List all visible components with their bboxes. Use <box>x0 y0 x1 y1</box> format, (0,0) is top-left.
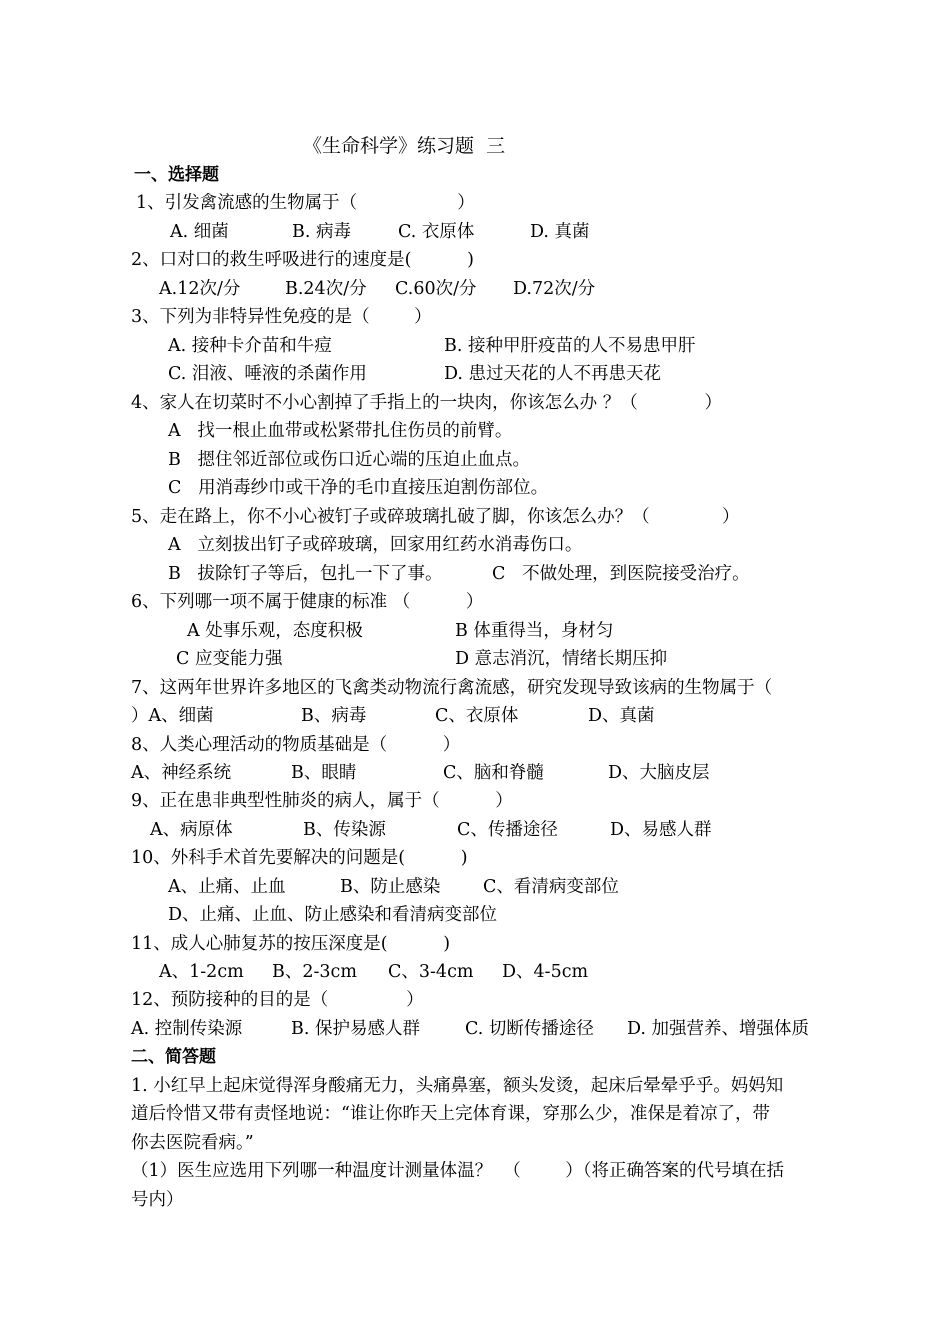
q11-option-c: C、3-4cm <box>388 962 474 982</box>
q12-option-c: C. 切断传播途径 <box>465 1019 594 1039</box>
q3-option-d: D. 患过天花的人不再患天花 <box>444 364 662 384</box>
passage-line-1: 1. 小红早上起床觉得浑身酸痛无力，头痛鼻塞，额头发烫，起床后晕晕乎乎。妈妈知 <box>131 1076 784 1096</box>
q1-option-c: C. 衣原体 <box>398 222 475 242</box>
q4-option-b: B 摁住邻近部位或伤口近心端的压迫止血点。 <box>168 450 531 470</box>
question-11: 11、成人心肺复苏的按压深度是( ) <box>131 934 451 954</box>
q10-option-c: C、看清病变部位 <box>483 877 619 897</box>
q3-option-b: B. 接种甲肝疫苗的人不易患甲肝 <box>444 336 696 356</box>
q2-option-b: B.24次/分 <box>285 279 367 299</box>
q12-option-a: A. 控制传染源 <box>131 1019 243 1039</box>
q7-option-d: D、真菌 <box>588 706 655 726</box>
section-heading-short-answer: 二、简答题 <box>131 1047 216 1067</box>
q11-option-d: D、4-5cm <box>502 962 589 982</box>
q1-option-d: D. 真菌 <box>530 222 590 242</box>
q5-option-a: A 立刻拔出钉子或碎玻璃，回家用红药水消毒伤口。 <box>168 535 583 555</box>
q8-option-a: A、神经系统 <box>131 763 232 783</box>
section-heading-choice: 一、选择题 <box>134 165 219 185</box>
q10-option-a: A、止痛、止血 <box>168 877 286 897</box>
q4-option-a: A 找一根止血带或松紧带扎住伤员的前臂。 <box>168 421 513 441</box>
question-2: 2、口对口的救生呼吸进行的速度是( ) <box>131 250 474 270</box>
q9-option-d: D、易感人群 <box>610 820 712 840</box>
sub-question-1-cont: 号内） <box>131 1190 184 1210</box>
question-8: 8、人类心理活动的物质基础是（ ） <box>131 735 461 755</box>
q7-option-c: C、衣原体 <box>435 706 519 726</box>
q11-option-a: A、1-2cm <box>159 962 244 982</box>
question-10: 10、外科手术首先要解决的问题是( ) <box>131 848 468 868</box>
q6-option-a: A 处事乐观，态度积极 <box>187 621 363 641</box>
q2-option-c: C.60次/分 <box>395 279 477 299</box>
question-4: 4、家人在切菜时不小心割掉了手指上的一块肉，你该怎么办 ？（ ） <box>131 393 722 413</box>
q5-option-c: C 不做处理，到医院接受治疗。 <box>492 564 750 584</box>
q9-option-b: B、传染源 <box>303 820 386 840</box>
q2-option-a: A.12次/分 <box>159 279 241 299</box>
question-9: 9、正在患非典型性肺炎的病人，属于（ ） <box>131 791 513 811</box>
q1-option-a: A. 细菌 <box>170 222 229 242</box>
question-3: 3、下列为非特异性免疫的是（ ） <box>131 307 432 327</box>
q2-option-d: D.72次/分 <box>513 279 596 299</box>
q4-option-c: C 用消毒纱巾或干净的毛巾直接压迫割伤部位。 <box>168 478 549 498</box>
q8-option-b: B、眼睛 <box>291 763 357 783</box>
q3-option-a: A. 接种卡介苗和牛痘 <box>168 336 332 356</box>
q5-option-b: B 拔除钉子等后，包扎一下了事。 <box>168 564 443 584</box>
q12-option-d: D. 加强营养、增强体质 <box>627 1019 810 1039</box>
q12-option-b: B. 保护易感人群 <box>291 1019 420 1039</box>
q9-option-c: C、传播途径 <box>457 820 558 840</box>
q1-option-b: B. 病毒 <box>292 222 351 242</box>
question-6: 6、下列哪一项不属于健康的标准 （ ） <box>131 592 484 612</box>
question-12: 12、预防接种的目的是（ ） <box>131 990 424 1010</box>
sub-question-1: （1）医生应选用下列哪一种温度计测量体温？ （ ）（将正确答案的代号填在括 <box>131 1161 785 1181</box>
passage-line-2: 道后怜惜又带有责怪地说：“谁让你昨天上完体育课，穿那么少，准保是着凉了，带 <box>131 1104 770 1124</box>
q11-option-b: B、2-3cm <box>272 962 357 982</box>
q10-option-d: D、止痛、止血、防止感染和看清病变部位 <box>168 905 498 925</box>
passage-line-3: 你去医院看病。” <box>131 1133 254 1153</box>
q7-option-a: ）A、细菌 <box>131 706 214 726</box>
q6-option-c: C 应变能力强 <box>176 649 283 669</box>
page-title: 《生命科学》练习题 三 <box>303 135 506 157</box>
q8-option-d: D、大脑皮层 <box>608 763 710 783</box>
question-7: 7、这两年世界许多地区的飞禽类动物流行禽流感，研究发现导致该病的生物属于（ <box>131 678 773 698</box>
q9-option-a: A、病原体 <box>150 820 233 840</box>
q6-option-b: B 体重得当，身材匀 <box>455 621 614 641</box>
q10-option-b: B、防止感染 <box>340 877 441 897</box>
q6-option-d: D 意志消沉，情绪长期压抑 <box>455 649 668 669</box>
q8-option-c: C、脑和脊髓 <box>443 763 544 783</box>
question-1: 1、引发禽流感的生物属于（ ） <box>136 193 475 213</box>
q7-option-b: B、病毒 <box>301 706 367 726</box>
q3-option-c: C. 泪液、唾液的杀菌作用 <box>168 364 367 384</box>
question-5: 5、走在路上，你不小心被钉子或碎玻璃扎破了脚，你该怎么办？（ ） <box>131 507 740 527</box>
